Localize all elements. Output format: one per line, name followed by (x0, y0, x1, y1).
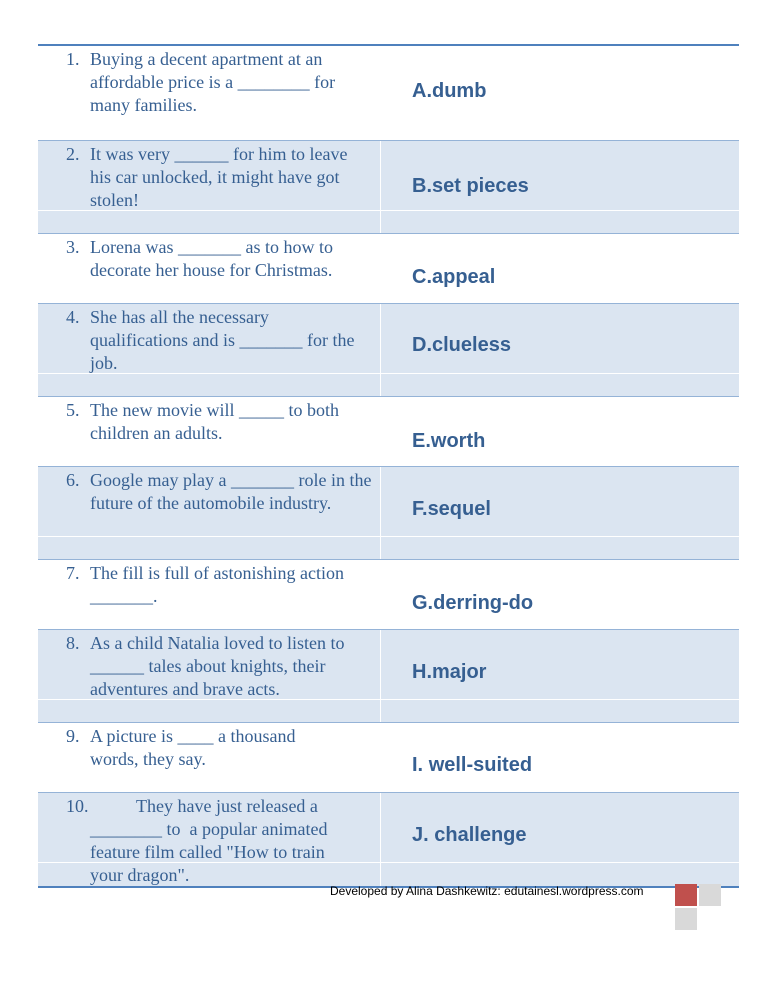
answer-word: major (432, 661, 487, 683)
question-text: A picture is ____ a thousand words, they say. (90, 726, 300, 769)
question-text: Lorena was _______ as to how to decorate her house for Christmas. (90, 237, 338, 280)
question-text: They have just released a ________ to a popular animated feature film called "How to train your dragon". (90, 796, 332, 885)
table-row (38, 630, 739, 723)
answer-letter: F. (412, 498, 428, 520)
table-row (38, 46, 739, 141)
question (38, 399, 368, 445)
question (38, 469, 378, 515)
table-row (38, 234, 739, 304)
answer-word: dumb (432, 80, 487, 102)
decorative-square-grey (699, 884, 721, 906)
answer-option (412, 334, 511, 357)
answer-word: appeal (432, 266, 496, 288)
table-row (38, 723, 739, 793)
question (38, 48, 368, 117)
question (38, 562, 378, 608)
question-text: Buying a decent apartment at an affordable price is a ________ for many families. (90, 49, 340, 115)
answer-option (412, 824, 527, 847)
answer-letter: I. (412, 754, 424, 776)
question-number: 4. (66, 307, 80, 327)
answer-word: clueless (432, 334, 511, 356)
answer-word: sequel (427, 498, 491, 520)
table-row (38, 560, 739, 630)
answer-word: derring-do (433, 592, 534, 614)
question-text: The new movie will _____ to both children an adults. (90, 400, 344, 443)
question-number: 2. (66, 144, 80, 164)
question (38, 236, 378, 282)
question (38, 306, 359, 375)
question-text: She has all the necessary qualifications and is _______ for the job. (90, 307, 359, 373)
question-number: 10. (66, 796, 89, 816)
answer-option (412, 498, 491, 521)
question-number: 6. (66, 470, 80, 490)
table-row (38, 467, 739, 560)
answer-option (412, 175, 529, 198)
table-row (38, 141, 739, 234)
matching-table (38, 44, 739, 888)
question-text: The fill is full of astonishing action _______. (90, 563, 349, 606)
answer-word: well-suited (428, 754, 533, 776)
question (38, 632, 378, 701)
answer-option (412, 80, 486, 103)
answer-word: challenge (434, 824, 527, 846)
answer-letter: H. (412, 661, 432, 683)
answer-option (412, 754, 532, 777)
question (38, 725, 338, 771)
question-number: 1. (66, 49, 80, 69)
question (38, 795, 358, 887)
answer-word: set pieces (432, 175, 529, 197)
decorative-square-grey (675, 908, 697, 930)
table-row (38, 304, 739, 397)
question-number: 7. (66, 563, 80, 583)
question-number: 8. (66, 633, 80, 653)
table-row (38, 793, 739, 886)
answer-letter: J. (412, 824, 429, 846)
question-text: It was very ______ for him to leave his car unlocked, it might have got stolen! (90, 144, 352, 210)
answer-option (412, 430, 485, 453)
answer-letter: A. (412, 80, 432, 102)
question-text: Google may play a _______ role in the future of the automobile industry. (90, 470, 376, 513)
table-row (38, 397, 739, 467)
question-number: 3. (66, 237, 80, 257)
answer-option (412, 266, 495, 289)
question-number: 9. (66, 726, 80, 746)
answer-letter: B. (412, 175, 432, 197)
answer-option (412, 661, 486, 684)
answer-letter: G. (412, 592, 434, 614)
answer-letter: D. (412, 334, 432, 356)
question (38, 143, 352, 212)
question-text: As a child Natalia loved to listen to ______ tales about knights, their adventures and brave acts. (90, 633, 349, 699)
decorative-square-red (675, 884, 697, 906)
answer-word: worth (430, 430, 486, 452)
answer-letter: C. (412, 266, 432, 288)
answer-letter: E. (412, 430, 431, 452)
answer-option (412, 592, 533, 615)
question-number: 5. (66, 400, 80, 420)
footer-credit: Developed by Alina Dashkewitz: edutainesl.wordpress.com (330, 884, 644, 898)
